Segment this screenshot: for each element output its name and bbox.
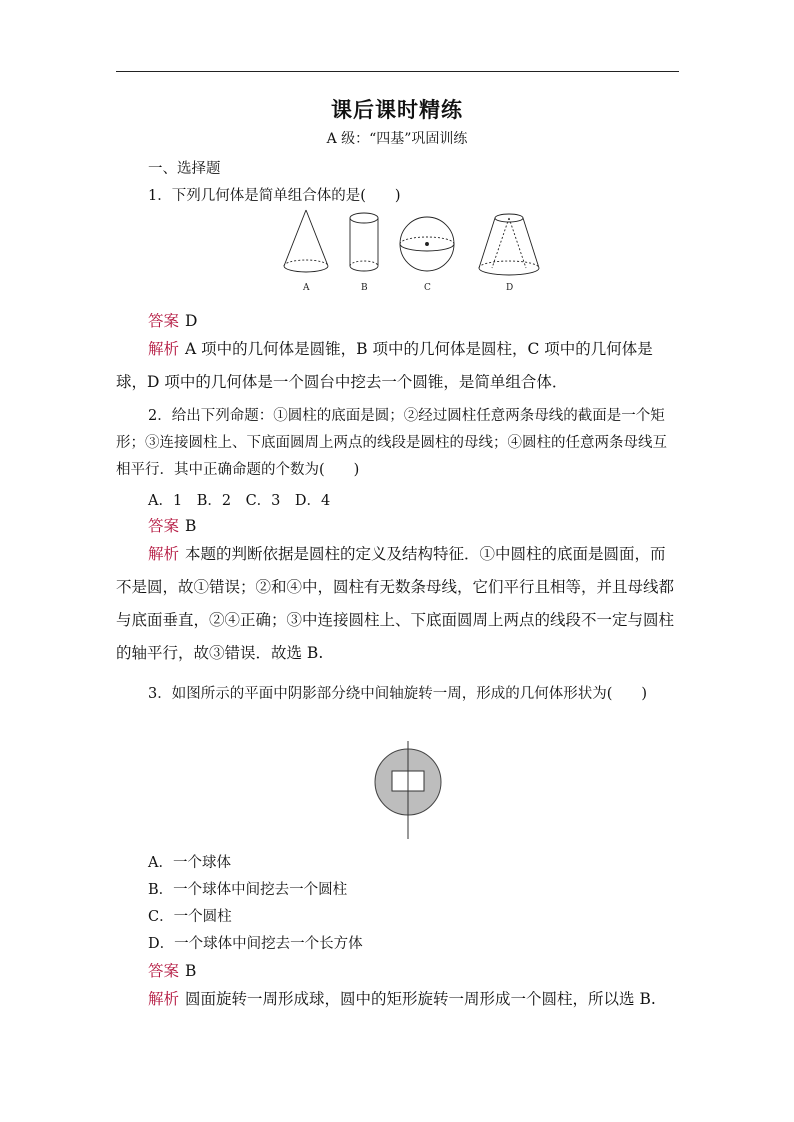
page-subtitle: A 级：“四基”巩固训练 [326, 131, 468, 147]
analysis-tag: 解析 [148, 990, 180, 1008]
analysis-text: 本题的判断依据是圆柱的定义及结构特征．①中圆柱的底面是圆面，而不是圆，故①错误；②和④中，圆柱有无数条母线，它们平行且相等，并且母线都与底面垂直，②④正确；③中连接圆柱上、下底面圆周上两点的线段不一定与圆柱的轴平行，故③错误．故选 B. [116, 545, 675, 662]
q2-answer [148, 514, 196, 536]
page-title: 课后课时精练 [331, 97, 463, 122]
fig-label-b: B [361, 283, 368, 293]
answer-tag: 答案 [148, 962, 180, 980]
section-heading: 一、选择题 [148, 161, 221, 177]
q1-solids-figure [278, 206, 542, 298]
analysis-tag: 解析 [148, 545, 180, 563]
answer-value: D [185, 312, 198, 330]
q2-options: A．1 B．2 C．3 D．4 [148, 493, 331, 509]
q3-analysis [116, 983, 679, 1016]
q2-analysis [116, 538, 679, 670]
answer-tag: 答案 [148, 312, 180, 330]
q3-option-c: C．一个圆柱 [148, 909, 232, 925]
cone-shape [284, 210, 328, 272]
frustum-with-cone-shape [479, 214, 539, 275]
answer-value: B [185, 962, 197, 980]
q1-answer [148, 309, 197, 331]
answer-value: B [185, 517, 197, 535]
fig-label-a: A [303, 283, 310, 293]
cylinder-shape [350, 213, 378, 271]
analysis-text: 圆面旋转一周形成球，圆中的矩形旋转一周形成一个圆柱，所以选 B. [185, 990, 656, 1008]
q3-option-b: B．一个球体中间挖去一个圆柱 [148, 882, 348, 898]
q1-analysis [116, 333, 679, 399]
answer-tag: 答案 [148, 517, 180, 535]
fig-label-d: D [506, 283, 514, 293]
q3-stem: 3．如图所示的平面中阴影部分绕中间轴旋转一周，形成的几何体形状为( ) [148, 686, 648, 702]
q3-option-a: A．一个球体 [148, 855, 231, 871]
q3-option-d: D．一个球体中间挖去一个长方体 [148, 936, 363, 952]
analysis-text: A 项中的几何体是圆锥，B 项中的几何体是圆柱，C 项中的几何体是球，D 项中的几何体是一个圆台中挖去一个圆锥，是简单组合体． [116, 340, 653, 391]
sphere-shape [400, 217, 454, 271]
analysis-tag: 解析 [148, 340, 180, 358]
fig-label-c: C [424, 283, 431, 293]
q1-stem: 1．下列几何体是简单组合体的是( ) [148, 188, 401, 204]
q3-rotation-figure [363, 739, 453, 843]
header-rule [116, 71, 679, 72]
q2-stem: 2．给出下列命题：①圆柱的底面是圆；②经过圆柱任意两条母线的截面是一个矩形；③连接圆柱上、下底面圆周上两点的线段是圆柱的母线；④圆柱的任意两条母线互相平行．其中正确命题的个数为( ) [116, 408, 667, 478]
q3-answer [148, 959, 196, 981]
